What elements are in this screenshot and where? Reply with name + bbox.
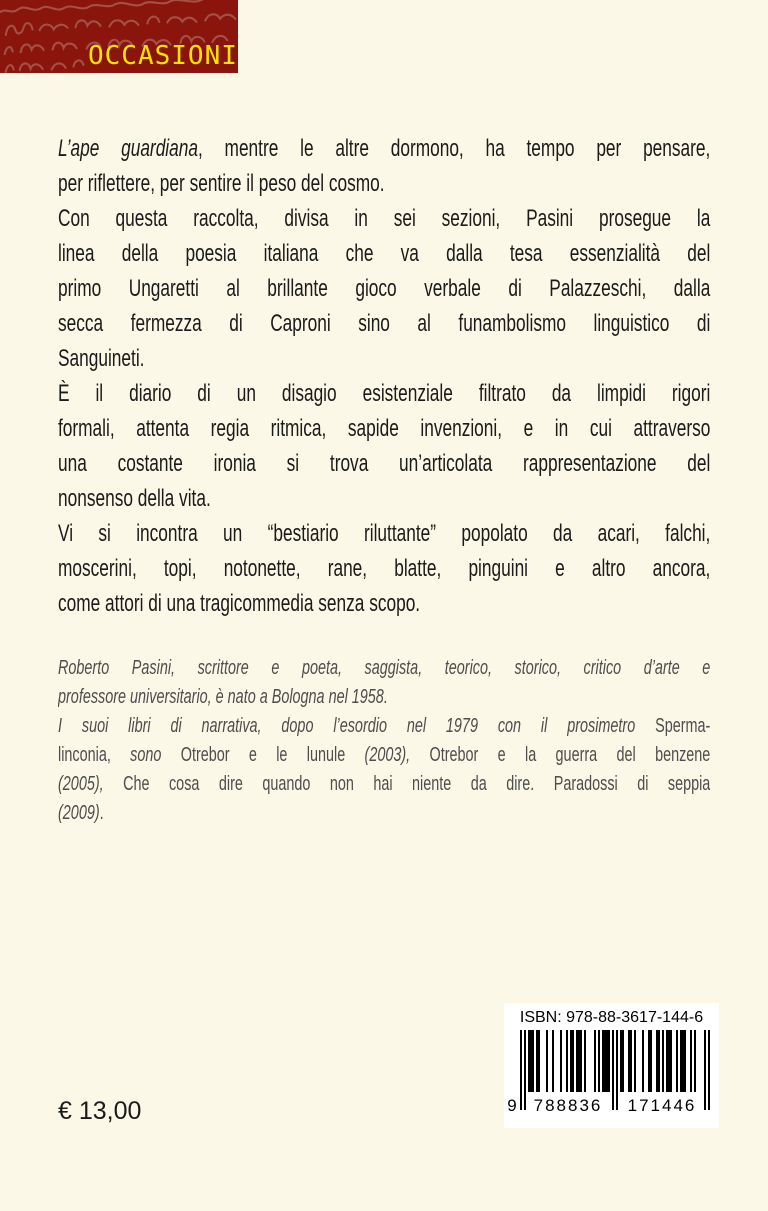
bio-line: professore universitario, è nato a Bologna nel 1958. xyxy=(58,686,388,708)
blurb-line: primo Ungaretti al brillante gioco verbale di Palazzeschi, dalla xyxy=(58,275,711,302)
blurb-line: Vi si incontra un “bestiario riluttante” popolato da acari, falchi, xyxy=(58,520,711,547)
bio-line: linconia, sono Otrebor e le lunule (2003), Otrebor e la guerra del benzene xyxy=(58,744,711,766)
blurb-line: Sanguineti. xyxy=(58,345,145,372)
paragraph-1 xyxy=(58,131,710,201)
blurb-line: una costante ironia si trova un’articolata rappresentazione del xyxy=(58,450,711,477)
paragraph-2 xyxy=(58,201,710,376)
bio-line: (2009). xyxy=(58,802,104,824)
author-bio xyxy=(58,654,710,828)
blurb-line: formali, attenta regia ritmica, sapide invenzioni, e in cui attraverso xyxy=(58,415,711,442)
book-title-phrase: L’ape guardiana xyxy=(58,135,198,162)
blurb-line: linea della poesia italiana che va dalla tesa essenzialità del xyxy=(58,240,711,267)
blurb-text xyxy=(58,131,710,828)
blurb-line: secca fermezza di Caproni sino al funambolismo linguistico di xyxy=(58,310,711,337)
price-label: € 13,00 xyxy=(58,1097,142,1125)
series-title: OCCASIONI xyxy=(88,41,238,71)
blurb-line: moscerini, topi, notonette, rane, blatte, pinguini e altro ancora, xyxy=(58,555,711,582)
book-title: Che cosa dire quando non hai niente da dire. Paradossi di seppia xyxy=(103,773,711,795)
bio-line: I suoi libri di narrativa, dopo l’esordio nel 1979 con il prosimetro Sperma- xyxy=(58,715,711,737)
bio-line: (2005), Che cosa dire quando non hai niente da dire. Paradossi di seppia xyxy=(58,773,711,795)
barcode-digit-group1: 788836 xyxy=(533,1096,602,1114)
blurb-line: È il diario di un disagio esistenziale filtrato da limpidi rigori xyxy=(58,380,711,407)
isbn-barcode-panel xyxy=(504,1003,719,1128)
book-title: Otrebor e la guerra del benzene xyxy=(410,744,711,766)
blurb-line: per riflettere, per sentire il peso del cosmo. xyxy=(58,170,385,197)
paragraph-3 xyxy=(58,376,710,516)
blurb-line: come attori di una tragicommedia senza scopo. xyxy=(58,590,421,617)
blurb-line: L’ape guardiana, mentre le altre dormono, ha tempo per pensare, xyxy=(58,135,711,162)
barcode-digit-left: 9 xyxy=(506,1096,519,1114)
book-title: Otrebor e le lunule xyxy=(180,744,365,766)
ean13-barcode xyxy=(506,1030,718,1114)
isbn-number: ISBN: 978-88-3617-144-6 xyxy=(519,1009,704,1026)
book-title: linconia, xyxy=(58,744,111,766)
bio-line: Roberto Pasini, scrittore e poeta, saggista, teorico, storico, critico d’arte e xyxy=(58,657,711,679)
blurb-line: Con questa raccolta, divisa in sei sezioni, Pasini prosegue la xyxy=(58,205,711,232)
blurb-line: nonsenso della vita. xyxy=(58,485,211,512)
series-banner xyxy=(0,0,238,73)
book-title: Sperma- xyxy=(655,715,711,737)
paragraph-4 xyxy=(58,516,710,621)
barcode-digit-group2: 171446 xyxy=(627,1096,696,1114)
